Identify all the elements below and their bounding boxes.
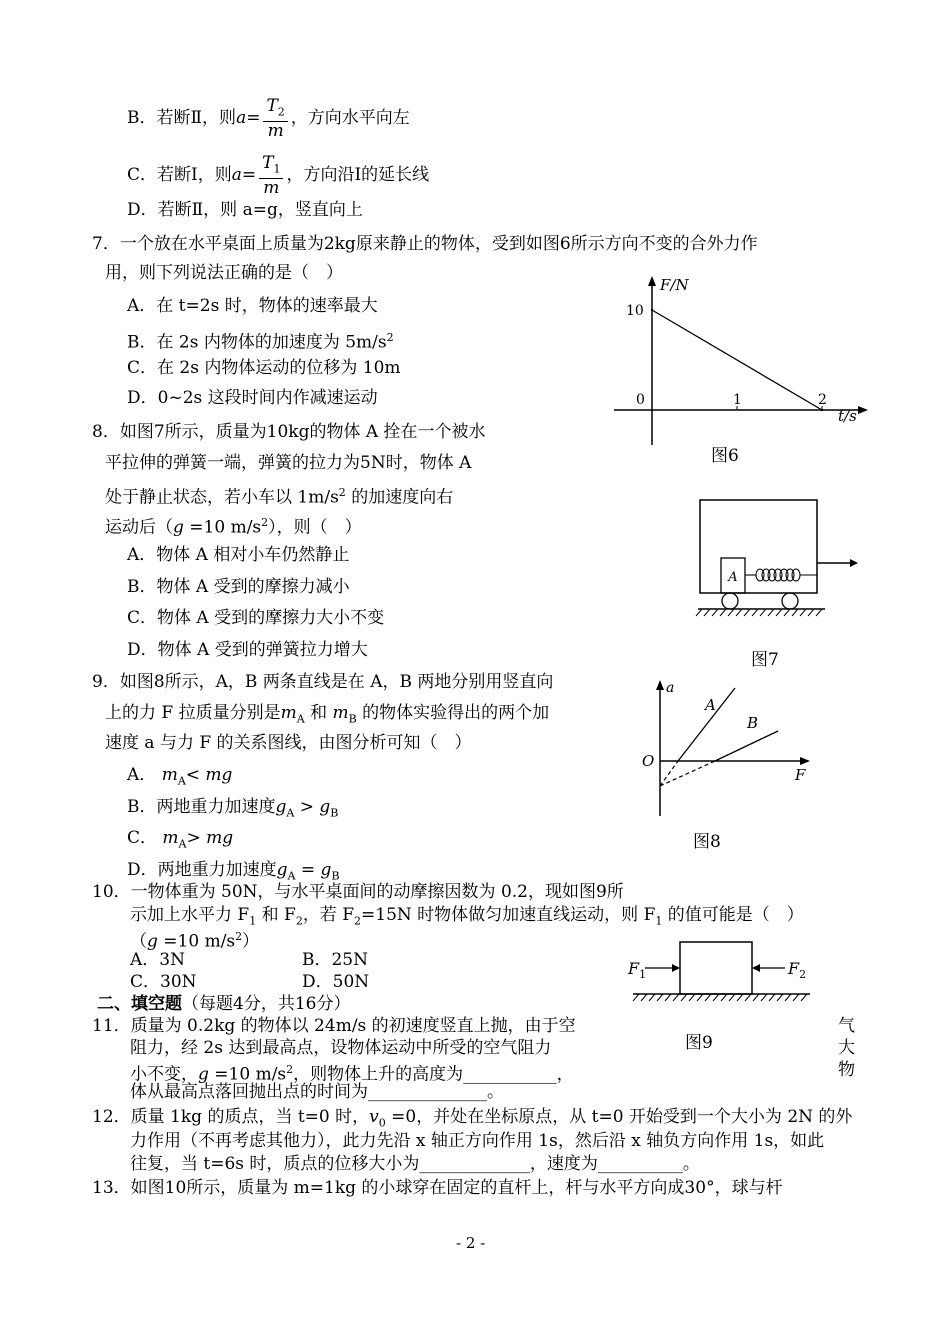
fig6-data-point: [651, 309, 653, 311]
q6-option-b: B．若断Ⅱ，则a= $\frac{T_2}{m}$ ，方向水平向左: [127, 96, 410, 142]
fig6-y-arrow-icon: [648, 276, 656, 286]
q9-option-d: D．两地重力加速度$g_A = g_B$: [127, 860, 340, 883]
fig6-x-tick-label: 1: [733, 392, 742, 408]
figure-6-caption: 图6: [711, 446, 739, 466]
fig9-f2-label: $F_2$: [788, 959, 807, 981]
fig6-x-axis-label: t/s: [838, 407, 857, 425]
q12-line1: 12．质量 1kg 的质点，当 t=0 时，$v_0 =0$，并处在坐标原点，从 t=0 开始受到一个大小为 2N 的外: [92, 1107, 853, 1130]
q11-right-fragment-2: 大: [838, 1038, 855, 1058]
q9-stem-line3: 速度 a 与力 F 的关系图线，由图分析可知（ ）: [105, 733, 472, 753]
ground-hatching: [696, 609, 822, 616]
fig8-line-a-label: A: [705, 696, 716, 714]
fig8-line-b: [715, 731, 778, 761]
q8-option-d: D．物体 A 受到的弹簧拉力增大: [127, 640, 368, 660]
fig8-line-b-label: B: [747, 714, 759, 732]
figure-9-caption: 图9: [685, 1033, 713, 1053]
figure-6-force-time-graph: [612, 270, 882, 450]
q11-line1: 11．质量为 0.2kg 的物体以 24m/s 的初速度竖直上抛，由于空: [92, 1016, 576, 1036]
q8-option-a: A．物体 A 相对小车仍然静止: [127, 545, 350, 565]
q7-stem-line1: 7．一个放在水平桌面上质量为2kg原来静止的物体，受到如图6所示方向不变的合外力作: [92, 234, 758, 254]
q11-line2: 阻力，经 2s 达到最高点，设物体运动中所受的空气阻力: [130, 1038, 552, 1058]
q7-option-d: D．0~2s 这段时间内作减速运动: [127, 388, 378, 408]
q13-line1: 13．如图10所示，质量为 m=1kg 的小球穿在固定的直杆上，杆与水平方向成30°，球与杆: [92, 1178, 783, 1198]
q12-line3: 往复，当 t=6s 时，质点的位移大小为_____________，速度为__________。: [130, 1154, 700, 1174]
fig8-x-arrow-icon: [800, 757, 810, 765]
fig8-y-arrow-icon: [656, 680, 664, 690]
q10-option-b: B．25N: [302, 950, 368, 970]
fig8-x-axis-label: F: [795, 766, 806, 784]
q10-option-c: C．30N: [130, 972, 197, 992]
q9-option-b: B．两地重力加速度$g_A > g_B$: [127, 797, 339, 820]
q10-option-d: D．50N: [302, 972, 370, 992]
q9-option-a: A． $m_A<$ mg: [127, 765, 233, 788]
fig8-y-axis-label: a: [666, 680, 675, 696]
spring-icon: [745, 569, 817, 581]
q10-stem-line2: 示加上水平力 $F_1$ 和 $F_2$，若 $F_2=15N$ 时物体做匀加速直线运动，则 $F_1$ 的值可能是（ ）: [130, 905, 804, 928]
q10-stem-line3: （g =10 $m/s^2$）: [130, 930, 260, 952]
q12-line2: 力作用（不再考虑其他力），此力先沿 x 轴正方向作用 1s，然后沿 x 轴负方向作用 1s，如此: [130, 1131, 825, 1151]
fig9-f1-arrow-head-icon: [672, 964, 680, 972]
wheel-right: [782, 593, 798, 609]
fig6-x-tick-label: 0: [636, 392, 645, 408]
fig6-x-arrow-icon: [858, 406, 868, 414]
wheel-left: [722, 593, 738, 609]
q8-stem-line2: 平拉伸的弹簧一端，弹簧的拉力为5N时，物体 A: [105, 453, 472, 473]
fig9-f1-label: $F_1$: [628, 959, 647, 981]
q9-stem-line2: 上的力 F 拉质量分别是$m_A$ 和 $m_B$ 的物体实验得出的两个加: [105, 703, 550, 726]
q10-option-a: A．3N: [130, 950, 185, 970]
q11-line4: 体从最高点落回抛出点的时间为______________。: [130, 1082, 504, 1102]
fig6-y-axis-label: F/N: [660, 276, 689, 294]
q7-stem-line2: 用，则下列说法正确的是（ ）: [105, 263, 343, 283]
q7-option-c: C．在 2s 内物体运动的位移为 10m: [127, 358, 401, 378]
figure-9-block-forces-diagram: [625, 938, 820, 1018]
fig8-origin-label: O: [642, 752, 655, 770]
figure-8-caption: 图8: [693, 832, 721, 852]
block-a-label: A: [728, 570, 738, 585]
q8-option-b: B．物体 A 受到的摩擦力减小: [127, 577, 350, 597]
fraction-t1-over-m: $\frac{T_1}{m}$: [259, 154, 283, 197]
figure-8-acceleration-force-graph: [630, 676, 820, 821]
q10-stem-line1: 10．一物体重为 50N，与水平桌面间的动摩擦因数为 0.2，现如图9所: [92, 882, 624, 902]
fig6-data-point: [821, 409, 823, 411]
q8-option-c: C．物体 A 受到的摩擦力大小不变: [127, 608, 385, 628]
fig8-line-b-extension: [660, 761, 715, 786]
figure-7-cart-spring-diagram: [690, 495, 860, 625]
fraction-t2-over-m: $\frac{T_2}{m}$: [263, 97, 287, 140]
fig9-f2-arrow-head-icon: [752, 964, 760, 972]
q11-right-fragment-1: 气: [838, 1016, 855, 1036]
fig6-y-tick-label: 10: [626, 303, 644, 319]
q8-stem-line4: 运动后（g =10 $m/s^2$），则（ ）: [105, 516, 362, 538]
fig9-block: [680, 942, 752, 994]
fig9-ground-hatching: [633, 994, 807, 1001]
q11-right-fragment-3: 物: [838, 1060, 855, 1080]
section-2-heading: 二、填空题（每题4分，共16分）: [97, 994, 351, 1014]
q8-stem-line3: 处于静止状态，若小车以 $1m/s^2$ 的加速度向右: [105, 486, 454, 508]
fig6-x-tick-label: 2: [818, 392, 827, 408]
q11-line3: 小不变，g =10 $m/s^2$，则物体上升的高度为___________，: [130, 1063, 574, 1085]
q6-option-c: C．若断Ⅰ，则a= $\frac{T_1}{m}$ ，方向沿Ⅰ的延长线: [127, 153, 430, 199]
q8-stem-line1: 8．如图7所示，质量为10kg的物体 A 拴在一个被水: [92, 422, 486, 442]
q6-option-d: D．若断Ⅱ，则 a=g，竖直向上: [127, 200, 363, 220]
q9-stem-line1: 9．如图8所示，A，B 两条直线是在 A，B 两地分别用竖直向: [92, 672, 554, 692]
page-number: - 2 -: [456, 1234, 486, 1252]
figure-7-caption: 图7: [751, 650, 779, 670]
q7-option-b: B．在 2s 内物体的加速度为 $5m/s^2$: [127, 331, 394, 353]
q9-option-c: C． $m_A>$ mg: [127, 828, 234, 851]
q7-option-a: A．在 t=2s 时，物体的速率最大: [127, 296, 378, 316]
pull-arrow-head-icon: [850, 559, 858, 567]
